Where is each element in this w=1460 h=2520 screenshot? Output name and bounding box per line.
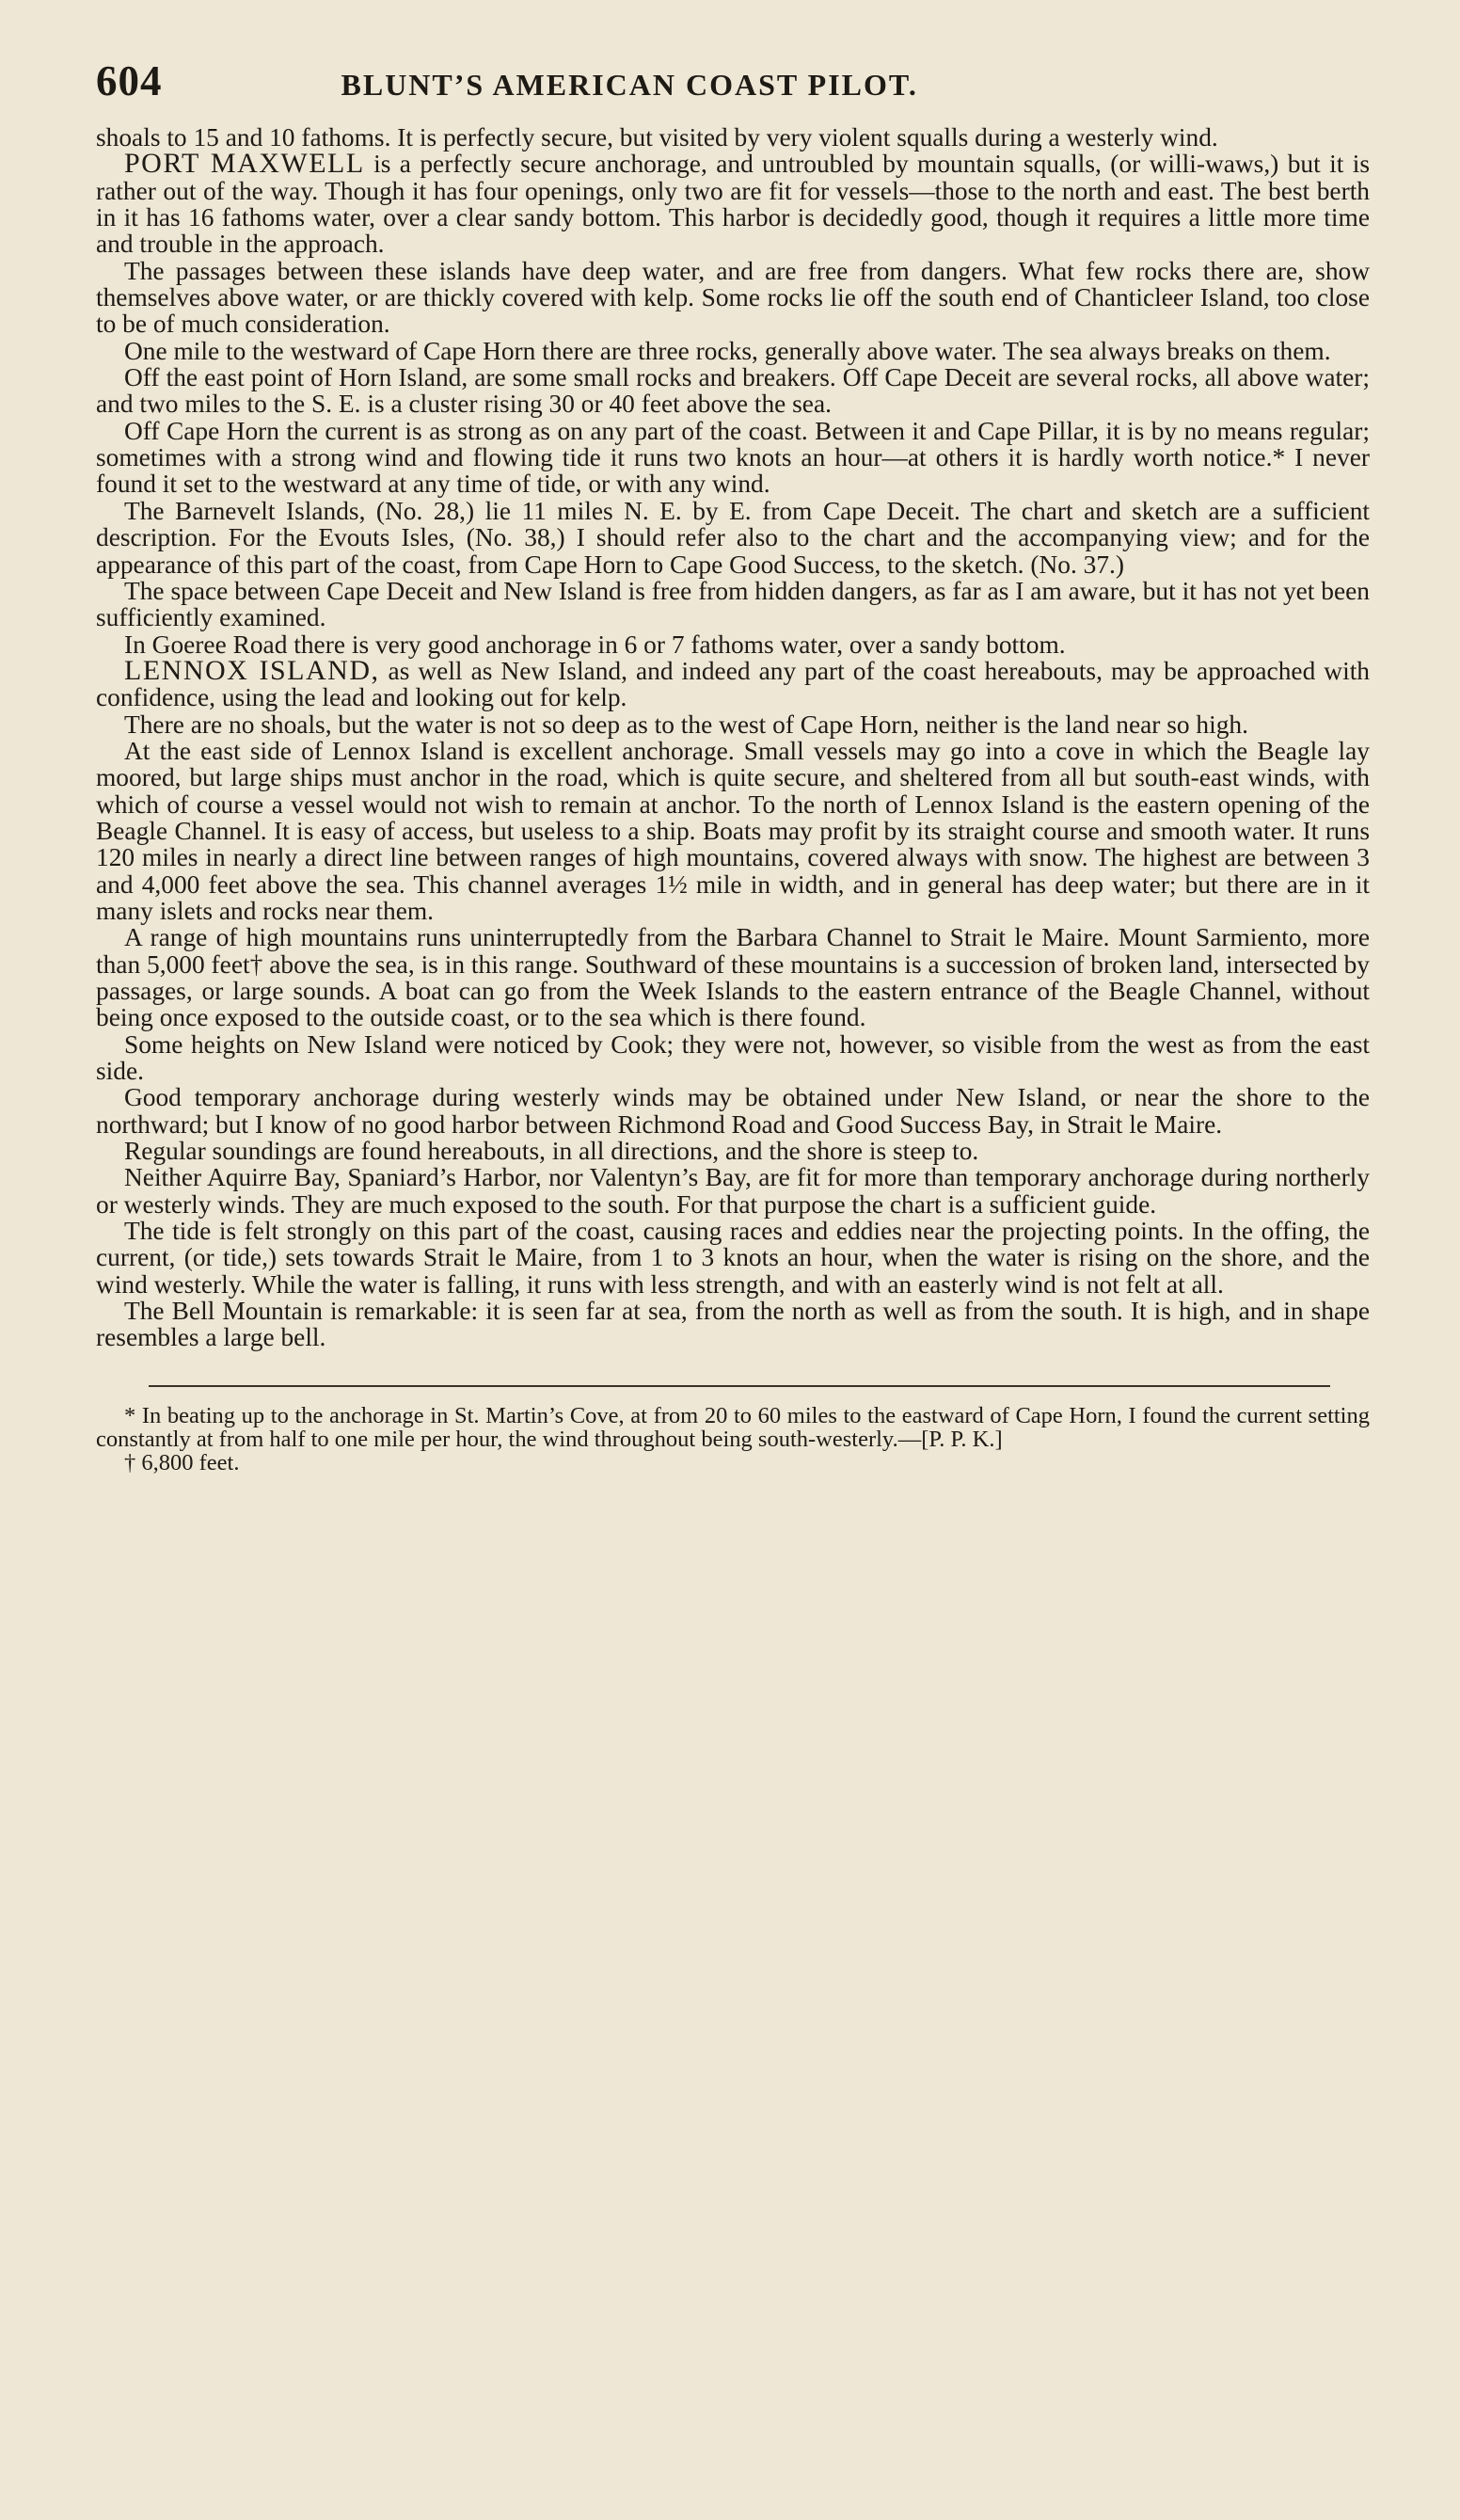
paragraph: PORT MAXWELL is a perfectly secure anchorage, and untroubled by mountain squalls, (or willi-waws,) but it is rather out of the way. Though it has four openings, only two are fit for vessels—those to the north and east. The best berth in it has 16 fathoms water, over a clear sandy bottom. This harbor is decidedly good, though it requires a little more time and trouble in the approach. (96, 148, 1370, 259)
paragraph: A range of high mountains runs uninterruptedly from the Barbara Channel to Strait le Maire. Mount Sarmiento, more than 5,000 feet† above the sea, is in this range. Southward of these mountains is a succession of broken land, intersected by passages, or large sounds. A boat can go from the Week Islands to the eastern entrance of the Beagle Channel, without being once exposed to the outside coast, or to the sea which is there found. (96, 923, 1370, 1032)
paragraph: The Bell Mountain is remarkable: it is seen far at sea, from the north as well as from the south. It is high, and in shape resembles a large bell. (96, 1297, 1370, 1352)
paragraph: Neither Aquirre Bay, Spaniard’s Harbor, nor Valentyn’s Bay, are fit for more than temporary anchorage during northerly or westerly winds. They are much exposed to the south. For that purpose the chart is a sufficient guide. (96, 1163, 1370, 1219)
paragraph: shoals to 15 and 10 fathoms. It is perfectly secure, but visited by very violent squalls during a westerly wind. (96, 123, 1218, 152)
footnotes (96, 1404, 1370, 1475)
footnote: * In beating up to the anchorage in St. Martin’s Cove, at from 20 to 60 miles to the eastward of Cape Horn, I found the current setting constantly at from half to one mile per hour, the wind throughout being south-westerly.—[P. P. K.] (96, 1402, 1370, 1452)
paragraph: In Goeree Road there is very good anchorage in 6 or 7 fathoms water, over a sandy bottom. (124, 630, 1066, 659)
page-header (96, 56, 1370, 124)
paragraph: Off the east point of Horn Island, are some small rocks and breakers. Off Cape Deceit are several rocks, all above water; and two miles to the S. E. is a cluster rising 30 or 40 feet above the sea. (96, 363, 1370, 419)
footnote: † 6,800 feet. (124, 1449, 240, 1475)
paragraph: The tide is felt strongly on this part of the coast, causing races and eddies near the projecting points. In the offing, the current, (or tide,) sets towards Strait le Maire, from 1 to 3 knots an hour, when the water is rising on the shore, and the wind westerly. While the water is falling, it runs with less strength, and with an easterly wind is not felt at all. (96, 1217, 1370, 1299)
paragraph: At the east side of Lennox Island is excellent anchorage. Small vessels may go into a cove in which the Beagle lay moored, but large ships must anchor in the road, which is quite secure, and sheltered from all but south-east winds, with which of course a vessel would not wish to remain at anchor. To the north of Lennox Island is the eastern opening of the Beagle Channel. It is easy of access, but useless to a ship. Boats may profit by its straight course and smooth water. It runs 120 miles in nearly a direct line between ranges of high mountains, covered always with snow. The highest are between 3 and 4,000 feet above the sea. This channel averages 1½ mile in width, and in general has deep water; but there are in it many islets and rocks near them. (96, 736, 1370, 925)
paragraph: LENNOX ISLAND, as well as New Island, and indeed any part of the coast hereabouts, may be approached with confidence, using the lead and looking out for kelp. (96, 654, 1370, 712)
body-text (96, 124, 1370, 1351)
paragraph: The space between Cape Deceit and New Island is free from hidden dangers, as far as I am aware, but it has not yet been sufficiently examined. (96, 576, 1370, 632)
page-number: 604 (96, 57, 163, 104)
paragraph: Good temporary anchorage during westerly winds may be obtained under New Island, or near the shore to the northward; but I know of no good harbor between Richmond Road and Good Success Bay, in Strait le Maire. (96, 1083, 1370, 1139)
footnote-divider (149, 1385, 1330, 1387)
section-lead: PORT MAXWELL (124, 148, 365, 180)
paragraph: Regular soundings are found hereabouts, in all directions, and the shore is steep to. (124, 1137, 979, 1166)
paragraph: One mile to the westward of Cape Horn there are three rocks, generally above water. The sea always breaks on them. (124, 336, 1331, 365)
paragraph: Off Cape Horn the current is as strong as on any part of the coast. Between it and Cape Pillar, it is by no means regular; sometimes with a strong wind and flowing tide it runs two knots an hour—at others it is hardly worth notice.* I never found it set to the westward at any time of tide, or with any wind. (96, 416, 1370, 499)
running-head: BLUNT’S AMERICAN COAST PILOT. (341, 68, 918, 102)
paragraph: The passages between these islands have deep water, and are free from dangers. What few rocks there are, show themselves above water, or are thickly covered with kelp. Some rocks lie off the south end of Chanticleer Island, too close to be of much consideration. (96, 256, 1370, 339)
paragraph: There are no shoals, but the water is not so deep as to the west of Cape Horn, neither is the land near so high. (124, 710, 1248, 739)
section-lead: LENNOX ISLAND, (124, 654, 380, 686)
paragraph: The Barnevelt Islands, (No. 28,) lie 11 miles N. E. by E. from Cape Deceit. The chart and sketch are a sufficient description. For the Evouts Isles, (No. 38,) I should refer also to the chart and the accompanying view; and for the appearance of this part of the coast, from Cape Horn to Cape Good Success, to the sketch. (No. 37.) (96, 496, 1370, 579)
paragraph: Some heights on New Island were noticed by Cook; they were not, however, so visible from the west as from the east side. (96, 1029, 1370, 1086)
